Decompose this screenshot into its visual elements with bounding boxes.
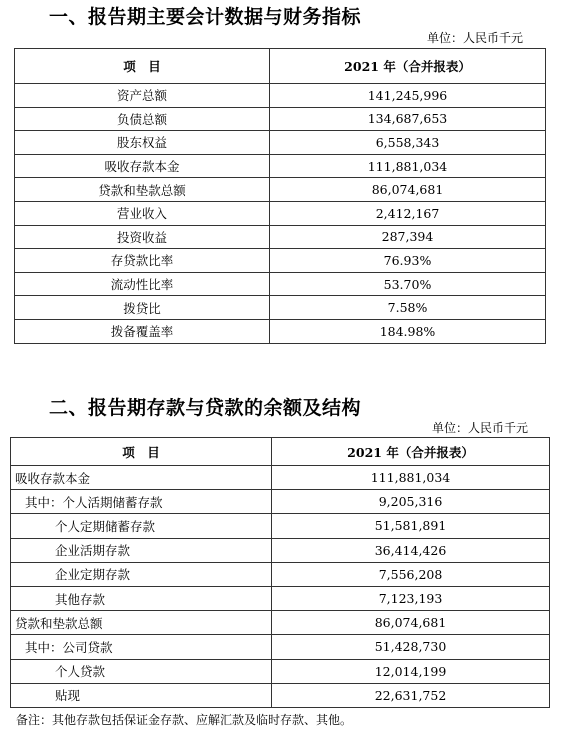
section2-title: 二、报告期存款与贷款的余额及结构 bbox=[49, 397, 362, 419]
table-row-value: 86,074,681 bbox=[272, 611, 550, 635]
table-row-label: 贴现 bbox=[11, 683, 272, 707]
table-row-value: 6,558,343 bbox=[270, 131, 546, 155]
table-row-value: 287,394 bbox=[270, 225, 546, 249]
footnote: 备注：其他存款包括保证金存款、应解汇款及临时存款、其他。 bbox=[16, 713, 353, 727]
table-row-value: 7,123,193 bbox=[272, 586, 550, 610]
table-row-value: 22,631,752 bbox=[272, 683, 550, 707]
section2-header-item: 项 目 bbox=[11, 438, 272, 466]
table-row-value: 53.70% bbox=[270, 272, 546, 296]
table-row-label: 吸收存款本金 bbox=[15, 154, 270, 178]
table-row-label: 流动性比率 bbox=[15, 272, 270, 296]
section2-header-year: 2021 年（合并报表） bbox=[272, 438, 550, 466]
table-row-value: 86,074,681 bbox=[270, 178, 546, 202]
table-row-label: 企业活期存款 bbox=[11, 538, 272, 562]
table-row-label: 贷款和垫款总额 bbox=[15, 178, 270, 202]
section1-table bbox=[14, 48, 546, 344]
table-row-label: 拨备覆盖率 bbox=[15, 319, 270, 343]
table-row-label: 企业定期存款 bbox=[11, 562, 272, 586]
table-row-label: 其中：个人活期储蓄存款 bbox=[11, 490, 272, 514]
section2-table bbox=[10, 437, 550, 708]
table-row-label: 其中：公司贷款 bbox=[11, 635, 272, 659]
table-row-value: 7.58% bbox=[270, 296, 546, 320]
section1-unit: 单位：人民币千元 bbox=[427, 31, 524, 45]
section1-header-year: 2021 年（合并报表） bbox=[270, 49, 546, 84]
table-row-label: 股东权益 bbox=[15, 131, 270, 155]
table-row-label: 资产总额 bbox=[15, 84, 270, 108]
table-row-value: 184.98% bbox=[270, 319, 546, 343]
table-row-label: 个人贷款 bbox=[11, 659, 272, 683]
table-row-label: 营业收入 bbox=[15, 201, 270, 225]
table-row-value: 7,556,208 bbox=[272, 562, 550, 586]
table-row-label: 投资收益 bbox=[15, 225, 270, 249]
table-row-value: 111,881,034 bbox=[272, 466, 550, 490]
table-row-label: 存贷款比率 bbox=[15, 249, 270, 273]
section2-unit: 单位：人民币千元 bbox=[432, 421, 529, 435]
table-row-value: 141,245,996 bbox=[270, 84, 546, 108]
table-row-label: 个人定期储蓄存款 bbox=[11, 514, 272, 538]
table-row-value: 2,412,167 bbox=[270, 201, 546, 225]
table-row-value: 12,014,199 bbox=[272, 659, 550, 683]
table-row-value: 9,205,316 bbox=[272, 490, 550, 514]
table-row-label: 吸收存款本金 bbox=[11, 466, 272, 490]
table-row-label: 拨贷比 bbox=[15, 296, 270, 320]
table-row-value: 51,581,891 bbox=[272, 514, 550, 538]
table-row-label: 负债总额 bbox=[15, 107, 270, 131]
table-row-value: 111,881,034 bbox=[270, 154, 546, 178]
table-row-label: 贷款和垫款总额 bbox=[11, 611, 272, 635]
table-row-value: 36,414,426 bbox=[272, 538, 550, 562]
section1-title: 一、报告期主要会计数据与财务指标 bbox=[49, 6, 362, 28]
section1-header-item: 项 目 bbox=[15, 49, 270, 84]
table-row-value: 134,687,653 bbox=[270, 107, 546, 131]
table-row-value: 76.93% bbox=[270, 249, 546, 273]
table-row-value: 51,428,730 bbox=[272, 635, 550, 659]
table-row-label: 其他存款 bbox=[11, 586, 272, 610]
